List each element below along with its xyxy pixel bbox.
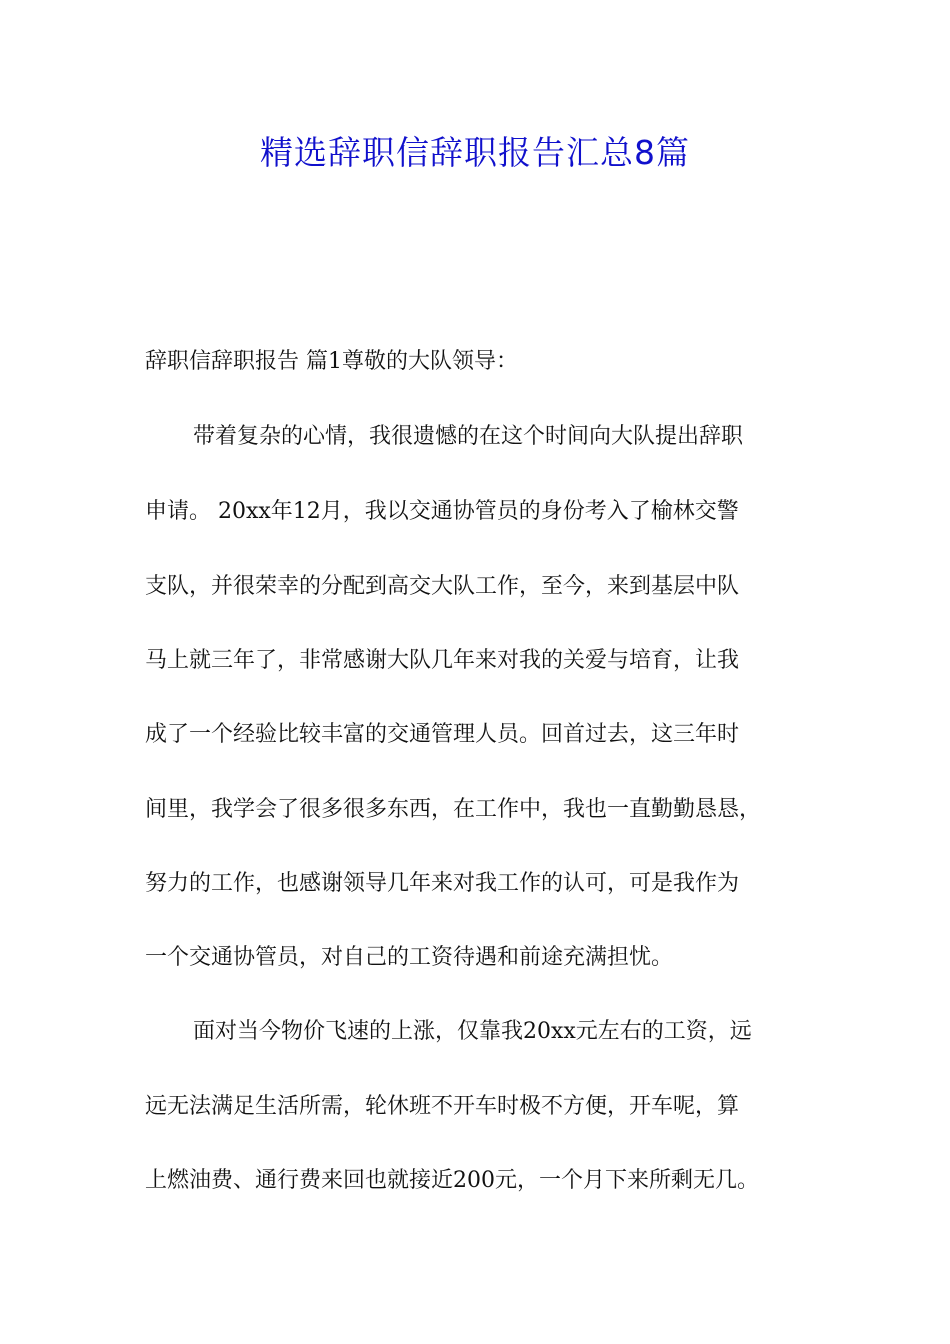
text-line: 面对当今物价飞速的上涨，仅靠我20xx元左右的工资，远 [193, 1019, 752, 1044]
text-line: 远无法满足生活所需，轮休班不开车时极不方便，开车呢，算 [145, 1094, 740, 1119]
text-line: 支队，并很荣幸的分配到高交大队工作，至今，来到基层中队 [145, 574, 740, 599]
text-line: 成了一个经验比较丰富的交通管理人员。回首过去，这三年时 [145, 722, 740, 747]
text-line: 马上就三年了，非常感谢大队几年来对我的关爱与培育，让我 [145, 648, 740, 673]
text-line: 申请。 20xx年12月，我以交通协管员的身份考入了榆林交警 [145, 499, 739, 524]
text-line: 一个交通协管员，对自己的工资待遇和前途充满担忧。 [145, 945, 674, 970]
document-title: 精选辞职信辞职报告汇总8篇 [260, 133, 690, 172]
text-line: 间里，我学会了很多很多东西，在工作中，我也一直勤勤恳恳， [145, 797, 762, 822]
text-line: 辞职信辞职报告 篇1尊敬的大队领导： [145, 349, 518, 374]
text-line: 带着复杂的心情，我很遗憾的在这个时间向大队提出辞职 [193, 424, 744, 449]
text-line: 努力的工作，也感谢领导几年来对我工作的认可，可是我作为 [145, 871, 740, 896]
text-line: 上燃油费、通行费来回也就接近200元，一个月下来所剩无几。 [145, 1168, 759, 1193]
